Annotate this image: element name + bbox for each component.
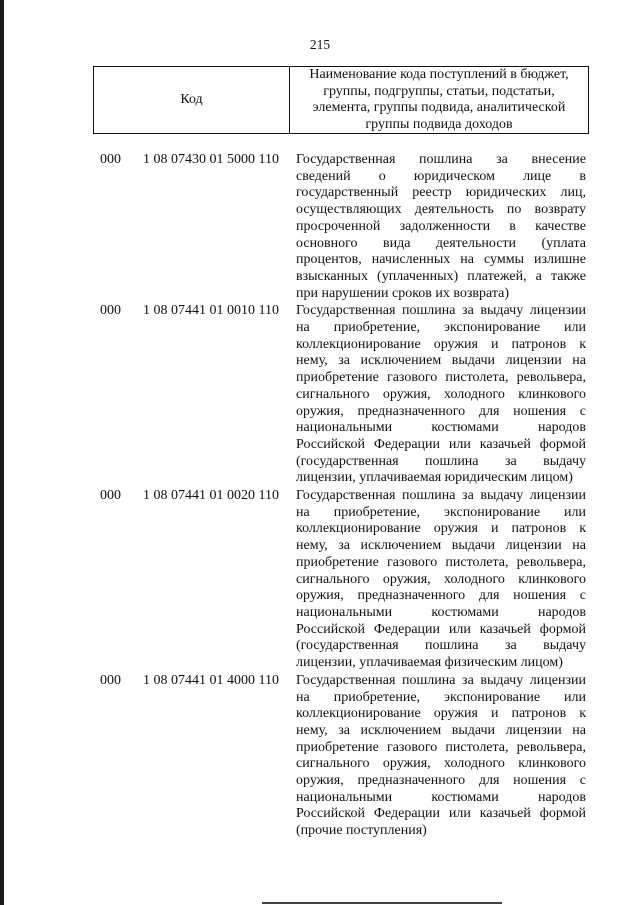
description-line: процентов, начисленных на суммы излишне [296, 252, 586, 268]
description-line: Государственная пошлина за выдачу лицензии [296, 488, 586, 504]
description-line: на приобретение, экспонирование или [296, 320, 586, 336]
description-line: нему, за исключением выдачи лицензии на [296, 538, 586, 554]
description-line: (государственная пошлина за выдачу [296, 453, 586, 469]
description-line: осуществляющих деятельность по возврату [296, 202, 586, 218]
header-name-line: группы подвида доходов [365, 116, 513, 132]
description-line: основного вида деятельности (уплата [296, 235, 586, 251]
admin-code: 000 [100, 152, 121, 167]
header-code-label: Код [94, 67, 290, 133]
table-body [0, 152, 640, 841]
revenue-code: 1 08 07441 01 0020 110 [143, 488, 279, 504]
description-line: нему, за исключением выдачи лицензии на [296, 353, 586, 369]
description-line: национальными костюмами народов [296, 604, 586, 620]
revenue-code: 1 08 07430 01 5000 110 [143, 152, 279, 167]
page-number: 215 [309, 37, 331, 52]
description-line: приобретение газового пистолета, револьвера, [296, 370, 586, 386]
admin-code: 000 [100, 488, 121, 504]
description-line: оружия, предназначенного для ношения с [296, 588, 586, 604]
description-line: коллекционирование оружия и патронов к [296, 706, 586, 722]
description-line: коллекционирование оружия и патронов к [296, 336, 586, 352]
description-line: лицензии, уплачиваемая юридическим лицом) [296, 470, 573, 486]
header-name-line: Наименование кода поступлений в бюджет, [309, 67, 569, 82]
description-line: (прочие поступления) [296, 823, 427, 839]
description-line: при нарушении сроков их возврата) [296, 285, 510, 301]
table-row [0, 303, 640, 487]
description-line: коллекционирование оружия и патронов к [296, 521, 586, 537]
description-line: взысканных (уплаченных) платежей, а также [296, 268, 586, 284]
revenue-code: 1 08 07441 01 0010 110 [143, 303, 279, 319]
description-line: сигнального оружия, холодного клинкового [296, 756, 586, 772]
scan-bottom-mark [262, 902, 502, 904]
description-line: Государственная пошлина за выдачу лицензии [296, 672, 586, 688]
description-line: оружия, предназначенного для ношения с [296, 773, 586, 789]
description-line: Государственная пошлина за внесение [296, 152, 586, 167]
header-name-line: группы, подгруппы, статьи, подстатьи, [323, 83, 555, 99]
revenue-description [296, 488, 586, 672]
description-line: сигнального оружия, холодного клинкового [296, 571, 586, 587]
description-line: национальными костюмами народов [296, 420, 586, 436]
description-line: государственный реестр юридических лиц, [296, 185, 586, 201]
description-line: на приобретение, экспонирование или [296, 504, 586, 520]
description-line: просроченной задолженности в качестве [296, 218, 586, 234]
description-line: Государственная пошлина за выдачу лицензии [296, 303, 586, 319]
description-line: приобретение газового пистолета, револьвера, [296, 554, 586, 570]
table-header [93, 66, 589, 134]
description-line: национальными костюмами народов [296, 789, 586, 805]
description-line: приобретение газового пистолета, револьвера, [296, 739, 586, 755]
description-line: сигнального оружия, холодного клинкового [296, 386, 586, 402]
table-row [0, 152, 640, 302]
description-line: Российской Федерации или казачьей формой [296, 436, 586, 452]
revenue-description [296, 673, 586, 840]
admin-code: 000 [100, 303, 121, 319]
description-line: оружия, предназначенного для ношения с [296, 403, 586, 419]
table-row [0, 673, 640, 840]
description-line: лицензии, уплачиваемая физическим лицом) [296, 655, 563, 671]
description-line: Российской Федерации или казачьей формой [296, 621, 586, 637]
description-line: сведений о юридическом лице в [296, 168, 586, 184]
description-line: нему, за исключением выдачи лицензии на [296, 722, 586, 738]
admin-code: 000 [100, 672, 121, 688]
description-line: на приобретение, экспонирование или [296, 689, 586, 705]
revenue-description [296, 303, 586, 487]
header-name-cell [290, 67, 588, 133]
revenue-description [296, 152, 586, 302]
revenue-code: 1 08 07441 01 4000 110 [143, 672, 279, 688]
description-line: (государственная пошлина за выдачу [296, 638, 586, 654]
description-line: Российской Федерации или казачьей формой [296, 806, 586, 822]
table-row [0, 488, 640, 672]
header-name-line: элемента, группы подвида, аналитической [312, 100, 566, 115]
